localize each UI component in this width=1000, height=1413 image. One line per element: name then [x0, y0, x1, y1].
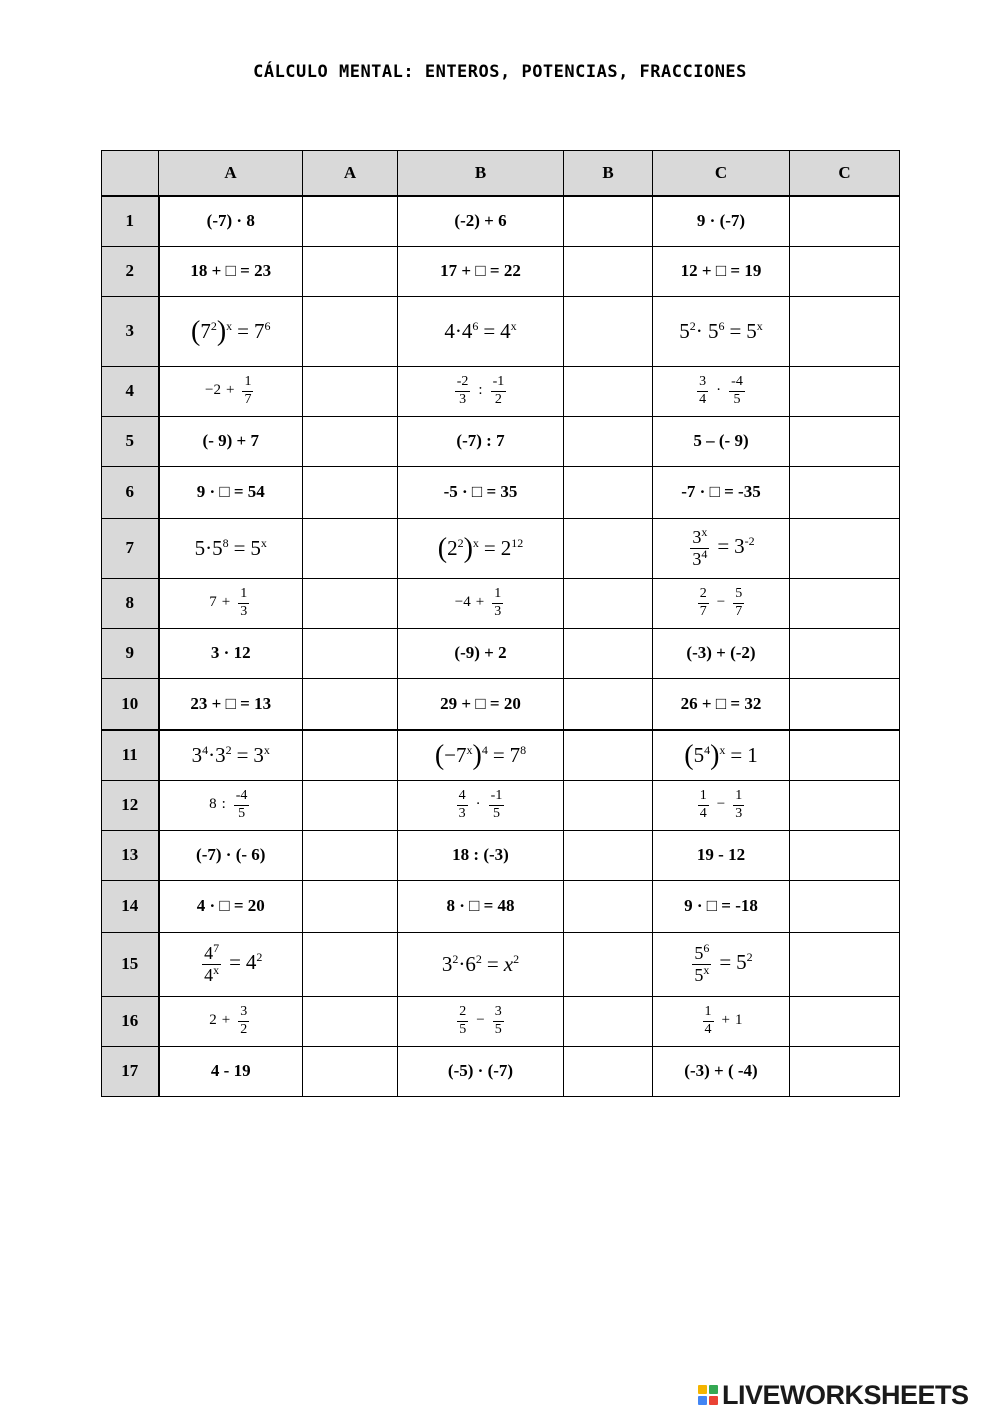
exercise-cell: (-2) + 6	[398, 196, 564, 246]
answer-cell[interactable]	[790, 578, 900, 628]
exercise-cell: (-7) · (- 6)	[159, 830, 303, 880]
table-row	[102, 416, 900, 466]
answer-cell[interactable]	[303, 996, 398, 1046]
exercise-cell: $\frac{2}{7}$ − $\frac{5}{7}$	[653, 578, 790, 628]
row-number: 3	[102, 296, 159, 366]
exercise-cell: 12 + □ = 19	[653, 246, 790, 296]
logo-blocks-icon	[698, 1385, 718, 1405]
answer-cell[interactable]	[564, 246, 653, 296]
table-row	[102, 366, 900, 416]
corner-cell	[102, 151, 159, 197]
answer-cell[interactable]	[564, 730, 653, 780]
row-number: 4	[102, 366, 159, 416]
answer-cell[interactable]	[790, 518, 900, 578]
answer-cell[interactable]	[790, 628, 900, 678]
table-row	[102, 1046, 900, 1096]
answer-cell[interactable]	[564, 932, 653, 996]
exercise-cell: −2 + $\frac{1}{7}$	[159, 366, 303, 416]
column-header: B	[564, 151, 653, 197]
exercise-cell: 17 + □ = 22	[398, 246, 564, 296]
exercise-cell: $(7^2)^x = 7^6$	[159, 296, 303, 366]
answer-cell[interactable]	[564, 296, 653, 366]
row-number: 12	[102, 780, 159, 830]
exercise-cell: $3^2\cdot 6^2 = x^2$	[398, 932, 564, 996]
table-row	[102, 730, 900, 780]
answer-cell[interactable]	[790, 730, 900, 780]
answer-cell[interactable]	[564, 830, 653, 880]
exercise-cell: 18 : (-3)	[398, 830, 564, 880]
answer-cell[interactable]	[303, 830, 398, 880]
exercise-cell: $4\cdot 4^6 = 4^x$	[398, 296, 564, 366]
table-row	[102, 996, 900, 1046]
answer-cell[interactable]	[303, 466, 398, 518]
row-number: 13	[102, 830, 159, 880]
answer-cell[interactable]	[303, 366, 398, 416]
exercise-cell: 8 · □ = 48	[398, 880, 564, 932]
row-number: 2	[102, 246, 159, 296]
exercise-cell: −4 + $\frac{1}{3}$	[398, 578, 564, 628]
table-row	[102, 880, 900, 932]
answer-cell[interactable]	[564, 880, 653, 932]
answer-cell[interactable]	[790, 366, 900, 416]
table-row	[102, 518, 900, 578]
table-row	[102, 296, 900, 366]
answer-cell[interactable]	[303, 780, 398, 830]
column-header: A	[159, 151, 303, 197]
header-row	[102, 151, 900, 197]
column-header: C	[790, 151, 900, 197]
column-header: C	[653, 151, 790, 197]
exercise-cell: (-3) + ( -4)	[653, 1046, 790, 1096]
answer-cell[interactable]	[303, 932, 398, 996]
row-number: 9	[102, 628, 159, 678]
exercise-cell: (-7) · 8	[159, 196, 303, 246]
exercise-cell: $\frac{1}{4}$ − $\frac{1}{3}$	[653, 780, 790, 830]
exercise-cell: 4 · □ = 20	[159, 880, 303, 932]
exercise-cell: $3^4\cdot 3^2 = 3^x$	[159, 730, 303, 780]
exercise-cell: 5 – (- 9)	[653, 416, 790, 466]
answer-cell[interactable]	[790, 1046, 900, 1096]
exercise-cell: 2 + $\frac{3}{2}$	[159, 996, 303, 1046]
answer-cell[interactable]	[303, 196, 398, 246]
liveworksheets-logo	[698, 1380, 969, 1410]
answer-cell[interactable]	[790, 678, 900, 730]
answer-cell[interactable]	[790, 196, 900, 246]
answer-cell[interactable]	[303, 578, 398, 628]
table-row	[102, 780, 900, 830]
table-row	[102, 830, 900, 880]
table-row	[102, 932, 900, 996]
row-number: 15	[102, 932, 159, 996]
exercise-cell: $\frac{4^7}{4^x}$ = $4^2$	[159, 932, 303, 996]
exercise-cell: $5^2\cdot 5^6 = 5^x$	[653, 296, 790, 366]
table-row	[102, 678, 900, 730]
answer-cell[interactable]	[564, 518, 653, 578]
answer-cell[interactable]	[790, 416, 900, 466]
exercise-cell: (-5) · (-7)	[398, 1046, 564, 1096]
answer-cell[interactable]	[564, 466, 653, 518]
answer-cell[interactable]	[303, 246, 398, 296]
answer-cell[interactable]	[790, 296, 900, 366]
exercise-cell: -7 · □ = -35	[653, 466, 790, 518]
exercise-cell: (-9) + 2	[398, 628, 564, 678]
exercise-cell: 4 - 19	[159, 1046, 303, 1096]
row-number: 7	[102, 518, 159, 578]
answer-cell[interactable]	[564, 416, 653, 466]
answer-cell[interactable]	[790, 932, 900, 996]
answer-cell[interactable]	[303, 880, 398, 932]
exercise-cell: 7 + $\frac{1}{3}$	[159, 578, 303, 628]
exercise-cell: 18 + □ = 23	[159, 246, 303, 296]
answer-cell[interactable]	[303, 518, 398, 578]
row-number: 11	[102, 730, 159, 780]
table-row	[102, 466, 900, 518]
answer-cell[interactable]	[303, 678, 398, 730]
exercise-cell: $\frac{1}{4}$ + 1	[653, 996, 790, 1046]
exercise-cell: $5\cdot 5^8 = 5^x$	[159, 518, 303, 578]
exercise-cell: (-3) + (-2)	[653, 628, 790, 678]
answer-cell[interactable]	[303, 1046, 398, 1096]
row-number: 17	[102, 1046, 159, 1096]
exercise-cell: 3 · 12	[159, 628, 303, 678]
exercise-cell: $(2^2)^x = 2^{12}$	[398, 518, 564, 578]
exercise-cell: $\frac{-2}{3}$ : $\frac{-1}{2}$	[398, 366, 564, 416]
table-row	[102, 246, 900, 296]
answer-cell[interactable]	[790, 780, 900, 830]
answer-cell[interactable]	[790, 880, 900, 932]
logo-text: LIVEWORKSHEETS	[722, 1379, 969, 1410]
exercise-cell: 26 + □ = 32	[653, 678, 790, 730]
row-number: 16	[102, 996, 159, 1046]
exercise-cell: $\frac{5^6}{5^x}$ = $5^2$	[653, 932, 790, 996]
row-number: 8	[102, 578, 159, 628]
exercise-cell: 9 · □ = -18	[653, 880, 790, 932]
worksheet-title: CÁLCULO MENTAL: ENTEROS, POTENCIAS, FRACCIONES	[253, 62, 747, 82]
exercise-cell: 9 · □ = 54	[159, 466, 303, 518]
exercise-cell: 29 + □ = 20	[398, 678, 564, 730]
table-row	[102, 628, 900, 678]
exercise-cell: -5 · □ = 35	[398, 466, 564, 518]
answer-cell[interactable]	[564, 780, 653, 830]
answer-cell[interactable]	[303, 628, 398, 678]
row-number: 10	[102, 678, 159, 730]
answer-cell[interactable]	[564, 996, 653, 1046]
exercise-cell: $\frac{4}{3}$ · $\frac{-1}{5}$	[398, 780, 564, 830]
column-header: A	[303, 151, 398, 197]
answer-cell[interactable]	[303, 730, 398, 780]
row-number: 14	[102, 880, 159, 932]
exercise-cell: $\frac{3^x}{3^4}$ = $3^{-2}$	[653, 518, 790, 578]
exercise-cell: $(5^4)^x = 1$	[653, 730, 790, 780]
exercise-cell: $\frac{3}{4}$ · $\frac{-4}{5}$	[653, 366, 790, 416]
table-row	[102, 196, 900, 246]
exercise-cell: (-7) : 7	[398, 416, 564, 466]
column-header: B	[398, 151, 564, 197]
table-row	[102, 578, 900, 628]
answer-cell[interactable]	[790, 996, 900, 1046]
answer-cell[interactable]	[790, 830, 900, 880]
answer-cell[interactable]	[790, 246, 900, 296]
exercise-cell: (- 9) + 7	[159, 416, 303, 466]
exercise-cell: $\frac{2}{5}$ − $\frac{3}{5}$	[398, 996, 564, 1046]
exercise-table	[101, 150, 900, 1097]
exercise-cell: 19 - 12	[653, 830, 790, 880]
row-number: 1	[102, 196, 159, 246]
answer-cell[interactable]	[564, 578, 653, 628]
answer-cell[interactable]	[564, 628, 653, 678]
exercise-cell: 9 · (-7)	[653, 196, 790, 246]
exercise-cell: $(-7^x)^4 = 7^8$	[398, 730, 564, 780]
answer-cell[interactable]	[564, 366, 653, 416]
exercise-cell: 23 + □ = 13	[159, 678, 303, 730]
answer-cell[interactable]	[564, 1046, 653, 1096]
row-number: 5	[102, 416, 159, 466]
answer-cell[interactable]	[303, 416, 398, 466]
exercise-cell: 8 : $\frac{-4}{5}$	[159, 780, 303, 830]
answer-cell[interactable]	[564, 196, 653, 246]
row-number: 6	[102, 466, 159, 518]
answer-cell[interactable]	[564, 678, 653, 730]
answer-cell[interactable]	[790, 466, 900, 518]
answer-cell[interactable]	[303, 296, 398, 366]
